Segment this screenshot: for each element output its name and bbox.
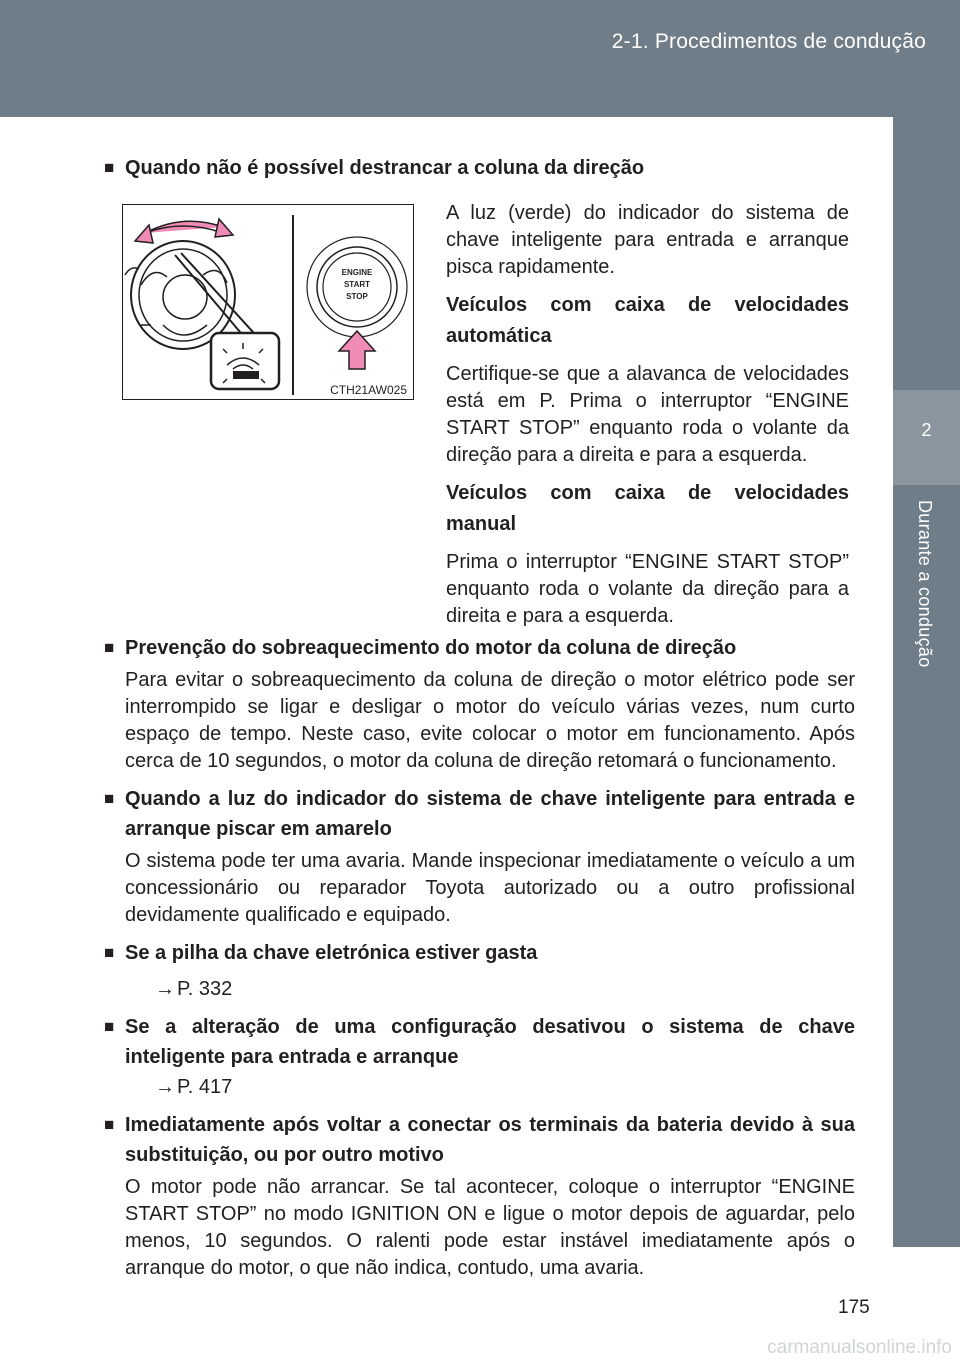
header-band (0, 0, 960, 117)
content (104, 153, 855, 183)
section1-intro: A luz (verde) do indicador do sistema de chave inteligente para entrada e arranque pisca rapidamente. (446, 202, 849, 278)
steering-wheel-icon (123, 205, 412, 398)
watermark: carmanualsonline.info (767, 1337, 952, 1358)
auto-text: Certifique-se que a alavanca de velocidades está em P. Prima o interruptor “ENGINE START STOP” enquanto roda o volante da direção para a direita e para a esquerda. (446, 363, 849, 466)
figure-code: CTH21AW025 (330, 383, 407, 397)
section5-ref-text: P. 417 (177, 1076, 233, 1098)
bullet-square-icon: ■ (104, 1017, 115, 1036)
manual-text: Prima o interruptor “ENGINE START STOP” enquanto roda o volante da direção para a direita e para a esquerda. (446, 551, 849, 627)
bullet-square-icon: ■ (104, 158, 115, 177)
button-text-line1: ENGINE (341, 268, 373, 277)
rotate-arrow-icon (145, 221, 223, 233)
section-title: 2-1. Procedimentos de condução (611, 30, 926, 53)
section1-heading (104, 153, 855, 183)
section6-heading-text: Imediatamente após voltar a conectar os terminais da bateria devido à sua substituição, ou por outro motivo (125, 1114, 855, 1166)
section1-heading-text: Quando não é possível destrancar a coluna da direção (125, 157, 645, 179)
lower-content (104, 633, 855, 1282)
chapter-number: 2 (921, 420, 932, 440)
auto-heading: Veículos com caixa de velocidades automática (446, 294, 849, 347)
section6-heading (104, 1110, 855, 1170)
bullet-square-icon: ■ (104, 943, 115, 962)
section6-text: O motor pode não arrancar. Se tal acontecer, coloque o interruptor “ENGINE START STOP” no modo IGNITION ON e ligue o motor depois de aguardar, pelo menos, 10 segundos. O ralenti pode estar instável imediatamente após o arranque do motor, o que não indica, contudo, uma avaria. (125, 1176, 855, 1279)
section4-reference[interactable] (104, 976, 855, 1003)
press-arrow-icon (339, 331, 375, 369)
section2-text: Para evitar o sobreaquecimento da coluna de direção o motor elétrico pode ser interrompido se ligar e desligar o motor do veículo várias vezes, num curto espaço de tempo. Neste caso, evite colocar o motor em funcionamento. Após cerca de 10 segundos, o motor da coluna de direção retomará o funcionamento. (125, 669, 855, 772)
button-text-line3: STOP (346, 292, 368, 301)
section4-heading-text: Se a pilha da chave eletrónica estiver gasta (125, 942, 538, 964)
section4-heading (104, 938, 855, 968)
figure-side-text (446, 200, 849, 630)
arrow-right-icon: → (155, 1076, 175, 1098)
section5-heading (104, 1012, 855, 1072)
section2-heading-text: Prevenção do sobreaquecimento do motor da coluna de direção (125, 637, 737, 659)
page-number: 175 (838, 1297, 870, 1318)
arrow-right-icon: → (155, 978, 175, 1000)
section5-reference[interactable] (104, 1074, 855, 1101)
bullet-square-icon: ■ (104, 789, 115, 808)
bullet-square-icon: ■ (104, 638, 115, 657)
chapter-label: Durante a condução (915, 500, 935, 668)
steering-illustration (122, 204, 414, 400)
section2-heading (104, 633, 855, 663)
side-tab (893, 117, 960, 1247)
section3-heading-text: Quando a luz do indicador do sistema de chave inteligente para entrada e arranque piscar em amarelo (125, 788, 855, 840)
section5-heading-text: Se a alteração de uma configuração desativou o sistema de chave inteligente para entrada e arranque (125, 1016, 855, 1068)
manual-heading: Veículos com caixa de velocidades manual (446, 482, 849, 535)
section3-heading (104, 784, 855, 844)
button-text-line2: START (343, 280, 371, 289)
bullet-square-icon: ■ (104, 1115, 115, 1134)
section4-ref-text: P. 332 (177, 978, 233, 1000)
section3-text: O sistema pode ter uma avaria. Mande inspecionar imediatamente o veículo a um concessionário ou reparador Toyota autorizado ou a outro profissional devidamente qualificado e equipado. (125, 850, 855, 926)
